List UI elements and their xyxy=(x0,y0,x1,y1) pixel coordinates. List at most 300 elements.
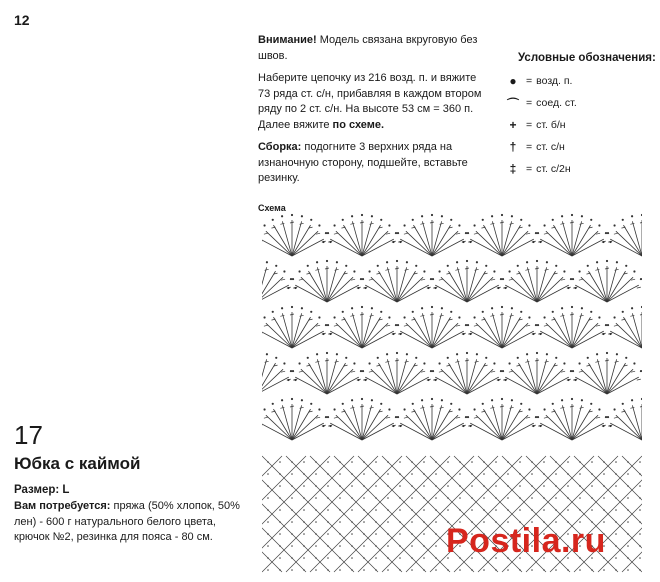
chain-dot xyxy=(435,533,437,535)
chain-dot xyxy=(598,224,600,226)
stitch-mark xyxy=(614,233,618,234)
chain-dot xyxy=(411,533,413,535)
stitch-mark xyxy=(387,267,397,302)
chain-dot xyxy=(327,473,329,475)
chain-dot xyxy=(502,370,504,372)
chain-dot xyxy=(387,461,389,463)
chain-dot xyxy=(431,398,433,400)
chain-dot xyxy=(447,473,449,475)
chain-dot xyxy=(570,370,572,372)
chain-dot xyxy=(387,533,389,535)
stitch-mark xyxy=(500,314,504,315)
chain-dot xyxy=(351,497,353,499)
stitch-mark xyxy=(527,359,537,394)
chain-dot xyxy=(345,265,347,267)
chain-dot xyxy=(497,379,499,381)
stitch-mark xyxy=(351,279,355,280)
instructions xyxy=(258,33,490,194)
chain-dot xyxy=(291,569,293,571)
stitch-mark xyxy=(439,371,443,372)
chain-dot xyxy=(546,353,548,355)
step1-bold: по схеме. xyxy=(332,118,385,131)
stitch-mark xyxy=(457,359,467,394)
chain-dot xyxy=(411,557,413,559)
stitch-mark xyxy=(300,407,304,408)
chain-dot xyxy=(581,307,583,309)
chain-dot xyxy=(579,509,581,511)
chain-dot xyxy=(507,569,509,571)
chain-dot xyxy=(471,509,473,511)
chain-dot xyxy=(528,408,530,410)
chain-dot xyxy=(396,352,398,354)
stitch-mark xyxy=(334,325,338,326)
chain-dot xyxy=(491,307,493,309)
stitch-mark xyxy=(316,417,320,418)
chain-dot xyxy=(535,232,537,234)
chain-dot xyxy=(591,497,593,499)
chain-dot xyxy=(441,215,443,217)
chain-dot xyxy=(561,215,563,217)
chain-dot xyxy=(497,287,499,289)
stitch-mark xyxy=(280,315,284,316)
chain-dot xyxy=(272,403,274,405)
chain-dot xyxy=(333,408,335,410)
chain-dot xyxy=(603,509,605,511)
chain-dot xyxy=(327,533,329,535)
stitch-mark xyxy=(317,267,327,302)
chain-dot xyxy=(501,398,503,400)
chain-dot xyxy=(363,545,365,547)
chain-dot xyxy=(267,461,269,463)
chain-dot xyxy=(639,485,641,487)
chain-dot xyxy=(511,215,513,217)
chain-dot xyxy=(303,557,305,559)
chain-dot xyxy=(532,333,534,335)
stitch-mark xyxy=(597,267,607,302)
chain-dot xyxy=(351,569,353,571)
chain-dot xyxy=(387,569,389,571)
legend-title: Условные обозначения: xyxy=(518,52,656,64)
stitch-mark xyxy=(615,269,619,270)
stitch-mark xyxy=(317,359,327,394)
chain-dot xyxy=(639,569,641,571)
chain-dot xyxy=(275,357,277,359)
chain-dot xyxy=(483,509,485,511)
stitch-mark xyxy=(360,222,364,223)
chain-dot xyxy=(380,219,382,221)
stitch-mark xyxy=(370,315,374,316)
chain-dot xyxy=(351,215,353,217)
chain-dot xyxy=(279,485,281,487)
stitch-mark xyxy=(386,325,390,326)
chain-dot xyxy=(462,333,464,335)
chain-dot xyxy=(291,497,293,499)
stitch-mark xyxy=(282,221,292,256)
chain-dot xyxy=(531,497,533,499)
stitch-mark xyxy=(490,223,494,224)
scheme-label: Схема xyxy=(258,203,286,213)
chain-dot xyxy=(403,224,405,226)
chain-dot xyxy=(471,461,473,463)
chain-stitch-icon: ● xyxy=(509,74,517,88)
stitch-mark xyxy=(432,405,442,440)
chain-dot xyxy=(375,521,377,523)
chain-dot xyxy=(567,569,569,571)
chain-dot xyxy=(351,461,353,463)
chain-dot xyxy=(298,270,300,272)
chain-dot xyxy=(339,473,341,475)
chain-dot xyxy=(423,509,425,511)
stitch-mark xyxy=(362,313,372,348)
stitch-mark xyxy=(299,279,303,280)
stitch-mark xyxy=(352,313,362,348)
scheme-fans xyxy=(262,214,642,440)
chain-dot xyxy=(267,545,269,547)
stitch-mark xyxy=(315,361,319,362)
chain-dot xyxy=(627,533,629,535)
chain-dot xyxy=(423,362,425,364)
chain-dot xyxy=(578,270,580,272)
chain-dot xyxy=(279,473,281,475)
stitch-mark xyxy=(439,279,443,280)
chain-dot xyxy=(561,307,563,309)
chain-dot xyxy=(291,214,293,216)
stitch-mark xyxy=(264,417,268,418)
legend xyxy=(504,52,660,180)
chain-dot xyxy=(327,521,329,523)
chain-dot xyxy=(395,416,397,418)
stitch-mark xyxy=(560,223,564,224)
chain-dot xyxy=(543,569,545,571)
chain-dot xyxy=(281,399,283,401)
chain-dot xyxy=(363,461,365,463)
chain-dot xyxy=(495,473,497,475)
chain-dot xyxy=(543,224,545,226)
chain-dot xyxy=(543,461,545,463)
chain-dot xyxy=(336,261,338,263)
chain-dot xyxy=(371,399,373,401)
chain-dot xyxy=(579,473,581,475)
stitch-mark xyxy=(292,221,302,256)
chain-dot xyxy=(421,399,423,401)
chain-dot xyxy=(447,265,449,267)
stitch-mark xyxy=(327,267,337,302)
stitch-mark xyxy=(465,360,469,361)
stitch-mark xyxy=(560,315,564,316)
chain-dot xyxy=(567,509,569,511)
chain-dot xyxy=(386,353,388,355)
chain-dot xyxy=(605,324,607,326)
stitch-mark xyxy=(467,267,477,302)
stitch-mark xyxy=(632,221,642,256)
size-label: Размер: L xyxy=(14,484,70,496)
stitch-mark xyxy=(280,407,284,408)
chain-dot xyxy=(639,509,641,511)
stitch-mark xyxy=(527,267,537,302)
chain-dot xyxy=(267,557,269,559)
stitch-mark xyxy=(526,417,530,418)
chain-dot xyxy=(363,521,365,523)
chain-dot xyxy=(339,461,341,463)
stitch-mark xyxy=(580,407,584,408)
chain-dot xyxy=(351,545,353,547)
chain-dot xyxy=(360,370,362,372)
stitch-mark xyxy=(421,371,425,372)
chain-dot xyxy=(555,509,557,511)
chain-dot xyxy=(310,311,312,313)
chain-dot xyxy=(267,533,269,535)
chain-dot xyxy=(435,569,437,571)
assembly-paragraph xyxy=(258,140,490,187)
chain-dot xyxy=(603,569,605,571)
chain-dot xyxy=(375,461,377,463)
chain-dot xyxy=(397,324,399,326)
chain-dot xyxy=(411,485,413,487)
chain-dot xyxy=(387,497,389,499)
stitch-mark xyxy=(386,233,390,234)
legend-label: возд. п. xyxy=(536,75,573,87)
chain-dot xyxy=(627,545,629,547)
chain-dot xyxy=(423,557,425,559)
watermark-logo: Postila.ru xyxy=(446,522,606,560)
chain-dot xyxy=(495,497,497,499)
stitch-mark xyxy=(502,405,512,440)
chain-dot xyxy=(508,362,510,364)
chain-dot xyxy=(375,533,377,535)
legend-equals: = xyxy=(526,141,533,153)
chain-dot xyxy=(528,316,530,318)
chain-dot xyxy=(561,399,563,401)
chain-dot xyxy=(399,509,401,511)
chain-dot xyxy=(411,473,413,475)
chain-dot xyxy=(633,270,635,272)
chain-dot xyxy=(615,533,617,535)
chain-dot xyxy=(627,473,629,475)
stitch-mark xyxy=(282,313,292,348)
chain-dot xyxy=(380,311,382,313)
stitch-mark xyxy=(474,417,478,418)
stitch-mark xyxy=(456,233,460,234)
chain-dot xyxy=(423,497,425,499)
chain-dot xyxy=(543,509,545,511)
chain-dot xyxy=(519,461,521,463)
chain-dot xyxy=(615,485,617,487)
chain-dot xyxy=(387,557,389,559)
chain-dot xyxy=(435,461,437,463)
chain-dot xyxy=(325,232,327,234)
chain-dot xyxy=(570,278,572,280)
chain-dot xyxy=(459,485,461,487)
chain-dot xyxy=(399,521,401,523)
chain-dot xyxy=(291,509,293,511)
stitch-mark xyxy=(420,223,424,224)
chain-dot xyxy=(502,278,504,280)
chain-dot xyxy=(399,545,401,547)
chain-dot xyxy=(316,261,318,263)
step1-paragraph xyxy=(258,71,490,133)
stitch-mark xyxy=(510,315,514,316)
chain-dot xyxy=(462,425,464,427)
stitch-mark xyxy=(596,325,600,326)
chain-dot xyxy=(607,232,609,234)
stitch-mark xyxy=(595,361,599,362)
chain-dot xyxy=(399,485,401,487)
stitch-mark xyxy=(280,223,284,224)
stitch-mark xyxy=(292,405,302,440)
chain-dot xyxy=(535,324,537,326)
chain-dot xyxy=(567,485,569,487)
chain-dot xyxy=(473,224,475,226)
chain-dot xyxy=(362,370,364,372)
attention-text: Модель связана вкруговую без швов. xyxy=(258,34,478,62)
stitch-mark xyxy=(350,223,354,224)
stitch-mark xyxy=(350,407,354,408)
chain-dot xyxy=(641,214,642,216)
chain-dot xyxy=(363,557,365,559)
chain-dot xyxy=(423,569,425,571)
stitch-mark xyxy=(605,360,609,361)
chain-dot xyxy=(387,509,389,511)
chain-dot xyxy=(392,333,394,335)
chain-dot xyxy=(395,324,397,326)
chain-dot xyxy=(339,509,341,511)
stitch-mark xyxy=(360,314,364,315)
stitch-mark xyxy=(386,417,390,418)
stitch-mark xyxy=(370,407,374,408)
chain-dot xyxy=(517,357,519,359)
chain-dot xyxy=(368,362,370,364)
chain-dot xyxy=(279,521,281,523)
stitch-mark xyxy=(292,313,302,348)
stitch-mark xyxy=(500,406,504,407)
attention-label: Внимание! xyxy=(258,34,317,46)
chain-dot xyxy=(435,485,437,487)
single-crochet-icon: + xyxy=(509,118,517,132)
chain-dot xyxy=(495,461,497,463)
chain-dot xyxy=(427,287,429,289)
chain-dot xyxy=(411,545,413,547)
chain-dot xyxy=(351,307,353,309)
chain-dot xyxy=(327,497,329,499)
chain-dot xyxy=(607,416,609,418)
chain-dot xyxy=(631,399,633,401)
chain-dot xyxy=(291,461,293,463)
stitch-mark xyxy=(404,325,408,326)
chain-dot xyxy=(415,357,417,359)
chain-dot xyxy=(327,557,329,559)
stitch-mark xyxy=(422,221,432,256)
chain-dot xyxy=(627,461,629,463)
stitch-mark xyxy=(502,221,512,256)
chain-dot xyxy=(627,557,629,559)
stitch-mark xyxy=(405,269,409,270)
chain-dot xyxy=(291,557,293,559)
stitch-mark xyxy=(370,223,374,224)
chain-dot xyxy=(432,370,434,372)
stitch-mark xyxy=(385,269,389,270)
chain-dot xyxy=(627,485,629,487)
chain-dot xyxy=(345,357,347,359)
chain-dot xyxy=(292,370,294,372)
chain-dot xyxy=(392,241,394,243)
chain-dot xyxy=(483,485,485,487)
chain-dot xyxy=(375,485,377,487)
chain-dot xyxy=(315,521,317,523)
chain-dot xyxy=(537,324,539,326)
stitch-mark xyxy=(395,360,399,361)
legend-row-double xyxy=(504,136,660,158)
chain-dot xyxy=(596,353,598,355)
chain-dot xyxy=(363,569,365,571)
chain-dot xyxy=(450,403,452,405)
stitch-mark xyxy=(300,223,304,224)
double-crochet-icon: † xyxy=(509,140,517,154)
stitch-mark xyxy=(316,233,320,234)
chain-dot xyxy=(333,316,335,318)
chain-dot xyxy=(315,461,317,463)
chain-dot xyxy=(263,224,265,226)
stitch-mark xyxy=(334,233,338,234)
chain-dot xyxy=(591,509,593,511)
chain-dot xyxy=(421,215,423,217)
chain-dot xyxy=(423,473,425,475)
assembly-text: подогните 3 верхних ряда на изнаночную сторону, подшейте, вставьте резинку. xyxy=(258,141,468,184)
stitch-mark xyxy=(281,279,285,280)
chain-dot xyxy=(427,379,429,381)
chain-dot xyxy=(466,352,468,354)
chain-dot xyxy=(411,461,413,463)
chain-dot xyxy=(388,408,390,410)
chain-dot xyxy=(435,545,437,547)
chain-dot xyxy=(519,509,521,511)
chain-dot xyxy=(615,557,617,559)
chain-dot xyxy=(543,473,545,475)
chain-dot xyxy=(500,278,502,280)
chain-dot xyxy=(507,485,509,487)
chain-dot xyxy=(411,521,413,523)
chain-dot xyxy=(459,569,461,571)
stitch-mark xyxy=(475,361,479,362)
stitch-mark xyxy=(432,221,442,256)
chain-dot xyxy=(303,521,305,523)
materials xyxy=(14,499,250,546)
chain-dot xyxy=(399,497,401,499)
chain-dot xyxy=(640,278,642,280)
chain-dot xyxy=(639,533,641,535)
stitch-mark xyxy=(561,371,565,372)
chain-dot xyxy=(572,370,574,372)
stitch-mark xyxy=(535,360,539,361)
chain-dot xyxy=(438,270,440,272)
stitch-mark xyxy=(432,313,442,348)
stitch-mark xyxy=(350,315,354,316)
chain-dot xyxy=(606,260,608,262)
materials-label: Вам потребуется: xyxy=(14,500,111,512)
chain-dot xyxy=(403,316,405,318)
chain-dot xyxy=(495,509,497,511)
chain-dot xyxy=(627,509,629,511)
chain-dot xyxy=(387,521,389,523)
stitch-mark xyxy=(440,407,444,408)
chain-dot xyxy=(371,215,373,217)
chain-dot xyxy=(466,260,468,262)
stitch-mark xyxy=(405,361,409,362)
stitch-mark xyxy=(404,233,408,234)
stitch-mark xyxy=(537,267,547,302)
chain-dot xyxy=(377,265,379,267)
chain-dot xyxy=(431,306,433,308)
chain-dot xyxy=(639,497,641,499)
